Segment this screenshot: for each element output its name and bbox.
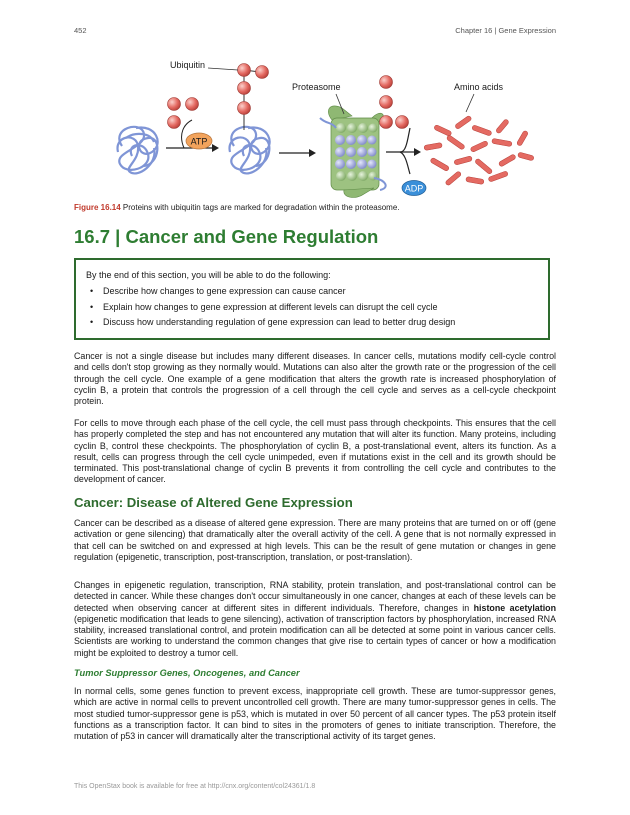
ubiquitin-chain-icon bbox=[208, 64, 269, 131]
figure-caption-text: Proteins with ubiquitin tags are marked for degradation within the proteasome. bbox=[120, 203, 400, 212]
objective-item: • Describe how changes to gene expression can cause cancer bbox=[100, 286, 536, 296]
folded-protein-icon bbox=[118, 127, 158, 174]
amino-acids-icon bbox=[424, 115, 534, 186]
paragraph-2: For cells to move through each phase of the cell cycle, the cell must pass through checkpoints. This ensures that the cell has properly completed the step and has not encountered any mutation that will alter its function. Many proteins, including cyclin B, control these checkpoints. The phosphorylation of cyclin B, a post-translational event, alters its function. As a result, cells can progress through the cell cycle unimpeded, even if mutations exist in the cell and its growth should be terminated. This post-translational change of cyclin B prevents it from controlling the cell cycle and contributes to the development of cancer. bbox=[74, 418, 556, 485]
section-title: 16.7 | Cancer and Gene Regulation bbox=[74, 226, 379, 247]
learning-objectives-box bbox=[74, 258, 550, 340]
proteasome-figure bbox=[74, 48, 556, 198]
key-term-histone-acetylation: histone acetylation bbox=[473, 602, 557, 613]
paragraph-3: Cancer can be described as a disease of altered gene expression. There are many proteins that are turned on or off (gene activation or gene silencing) that dramatically alter the overall activity of the cell. A gene that is not normally expressed in that cell can be switched on and expressed at high levels. This can be the result of gene mutation or changes in gene regulation (epigenetic, transcription, post-transcription, translation, or post-translation). bbox=[74, 518, 556, 562]
page-footer: This OpenStax book is available for free at http://cnx.org/content/col24361/1.8 bbox=[74, 783, 316, 790]
objectives-intro: By the end of this section, you will be able to do the following: bbox=[86, 270, 331, 280]
tagged-protein-icon bbox=[230, 127, 270, 174]
subsection-heading: Cancer: Disease of Altered Gene Expression bbox=[74, 495, 353, 510]
arrow-3-icon bbox=[386, 128, 410, 152]
objective-item: • Explain how changes to gene expression at different levels can disrupt the cell cycle bbox=[100, 302, 536, 312]
objective-item: • Discuss how understanding regulation of gene expression can lead to better drug design bbox=[100, 317, 536, 327]
paragraph-4-end: (epigenetic modification that leads to gene silencing), activation of transcription factors by phosphorylation, increased RNA stability, increased translational control, and protein modification can all be detected at some point in various cancer cells. Scientists are working to understand the common changes that give rise to certain types of cancer or how a modification might be exploited to destroy a tumor cell. bbox=[74, 613, 556, 658]
figure-caption bbox=[74, 203, 556, 212]
page-number: 452 bbox=[74, 26, 87, 35]
atp-label: ATP bbox=[190, 136, 208, 147]
running-header: Chapter 16 | Gene Expression bbox=[455, 26, 556, 35]
proteasome-label: Proteasome bbox=[292, 82, 341, 92]
paragraph-4 bbox=[74, 580, 556, 659]
paragraph-1: Cancer is not a single disease but includes many different diseases. In cancer cells, mutations modify cell-cycle control and cells don't stop growing as they normally would. Mutations can also alter the growth rate or the progression of the cell through the cell cycle. One example of a gene modification that alters the growth rate is increased phosphorylation of cyclin B, a protein that controls the progression of a cell through the cell cycle and serves as a cell-cycle checkpoint protein. bbox=[74, 351, 556, 407]
objectives-list bbox=[86, 286, 536, 327]
paragraph-4-start: Changes in epigenetic regulation, transcription, RNA stability, protein translation, and post-translational control can be detected in cancer. While these changes don't occur simultaneously in one cancer, changes at each of these levels can be detected when observing cancer at different sites in different individuals. Therefore, changes in bbox=[74, 580, 556, 613]
sub-subsection-heading: Tumor Suppressor Genes, Oncogenes, and Cancer bbox=[74, 668, 300, 678]
adp-label: ADP bbox=[404, 183, 424, 194]
free-ubiquitin-icon bbox=[168, 98, 199, 129]
released-ubiquitin-icon bbox=[380, 76, 409, 129]
paragraph-5: In normal cells, some genes function to prevent excess, inappropriate cell growth. These are tumor-suppressor genes, which are active in normal cells to prevent uncontrolled cell growth. There are many tumor-suppressor genes in cells. The most studied tumor-suppressor gene is p53, which is mutated in over 50 percent of all cancer types. The p53 protein itself functions as a transcription factor. It can bind to sites in the promoters of genes to initiate transcription. Therefore, the mutation of p53 in cancer will dramatically alter the transcriptional activity of its target genes. bbox=[74, 686, 556, 742]
ubiquitin-label: Ubiquitin bbox=[170, 60, 206, 70]
proteasome-icon bbox=[320, 106, 386, 198]
amino-acids-label: Amino acids bbox=[454, 82, 504, 92]
figure-label: Figure 16.14 bbox=[74, 203, 121, 212]
